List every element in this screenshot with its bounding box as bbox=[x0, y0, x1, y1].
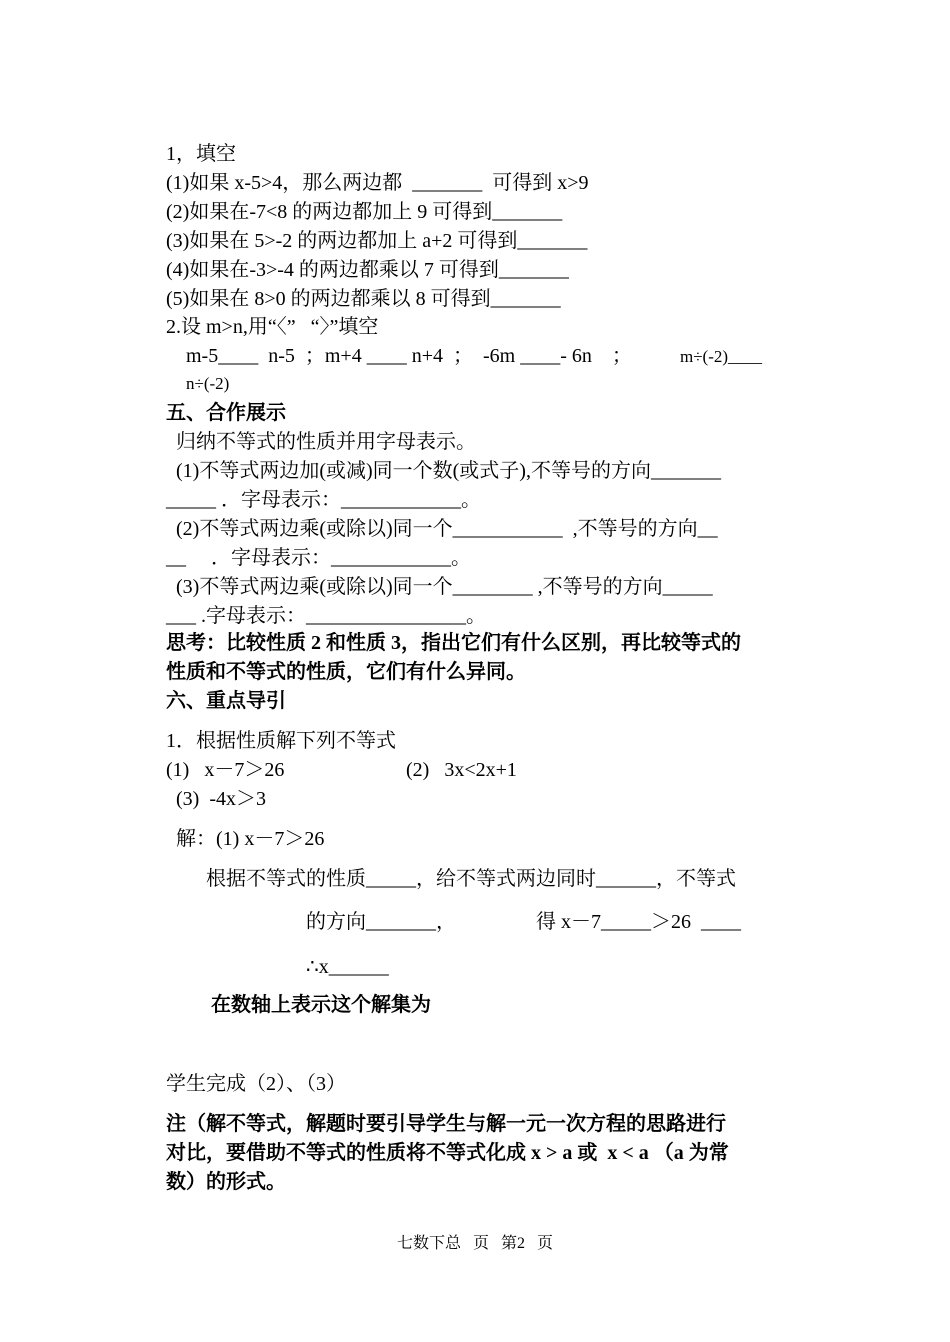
section-5-heading: 五、合作展示 bbox=[166, 402, 286, 424]
question-1-3: (3)如果在 5>-2 的两边都加上 a+2 可得到_______ bbox=[166, 230, 588, 252]
property-1-cont: _____ ．字母表示：____________。 bbox=[166, 489, 481, 511]
property-2-cont: __ ．字母表示：____________。 bbox=[166, 547, 471, 569]
note-cont-1: 对比，要借助不等式的性质将不等式化成 x > a 或 x < a （a 为常 bbox=[166, 1142, 729, 1164]
page-footer: 七数下总 页 第2 页 bbox=[396, 1235, 553, 1252]
section-5-intro: 归纳不等式的性质并用字母表示。 bbox=[176, 431, 476, 453]
inequality-1: (1) x－7＞26 bbox=[166, 759, 285, 781]
think-question-cont: 性质和不等式的性质，它们有什么异同。 bbox=[166, 661, 526, 683]
property-3-cont: ___ .字母表示：________________。 bbox=[166, 605, 486, 627]
question-2-item-division: m÷(-2)____ bbox=[680, 347, 763, 366]
student-task: 学生完成（2）、（3） bbox=[166, 1073, 346, 1095]
question-2-item-division-cont: n÷(-2) bbox=[186, 374, 230, 393]
section-6-heading: 六、重点导引 bbox=[166, 690, 286, 712]
question-1-4: (4)如果在-3>-4 的两边都乘以 7 可得到_______ bbox=[166, 259, 569, 281]
solution-step-2: 的方向_______， bbox=[306, 911, 456, 933]
solution-step-1: 根据不等式的性质_____，给不等式两边同时______，不等式 bbox=[206, 868, 736, 890]
solution-result: ∴x______ bbox=[306, 956, 389, 978]
property-1: (1)不等式两边加(或减)同一个数(或式子),不等号的方向_______ bbox=[176, 460, 721, 482]
question-1-5: (5)如果在 8>0 的两边都乘以 8 可得到_______ bbox=[166, 288, 561, 310]
question-1-2: (2)如果在-7<8 的两边都加上 9 可得到_______ bbox=[166, 201, 563, 223]
property-2: (2)不等式两边乘(或除以)同一个___________ ,不等号的方向__ bbox=[176, 518, 718, 540]
note-cont-2: 数）的形式。 bbox=[166, 1171, 286, 1193]
task-1-title: 1．根据性质解下列不等式 bbox=[166, 730, 396, 752]
question-2-items: m-5____ n-5 ；m+4 ____ n+4 ； -6m ____- 6n ； bbox=[186, 345, 632, 367]
property-3: (3)不等式两边乘(或除以)同一个________ ,不等号的方向_____ bbox=[176, 576, 713, 598]
note: 注（解不等式，解题时要引导学生与解一元一次方程的思路进行 bbox=[166, 1113, 726, 1135]
number-line-prompt: 在数轴上表示这个解集为 bbox=[211, 994, 431, 1016]
solution-step-3: 得 x－7_____＞26 ____ bbox=[536, 911, 741, 933]
think-question: 思考：比较性质 2 和性质 3，指出它们有什么区别，再比较等式的 bbox=[166, 632, 741, 654]
question-1-1: (1)如果 x-5>4，那么两边都 _______ 可得到 x>9 bbox=[166, 172, 589, 194]
solution-start: 解：(1) x－7＞26 bbox=[176, 828, 325, 850]
section-fill-blank-title: 1，填空 bbox=[166, 143, 236, 165]
question-2: 2.设 m>n,用“〈” “〉”填空 bbox=[166, 316, 379, 338]
inequality-3: (3) -4x＞3 bbox=[176, 788, 266, 810]
inequality-2: (2) 3x<2x+1 bbox=[406, 759, 517, 781]
